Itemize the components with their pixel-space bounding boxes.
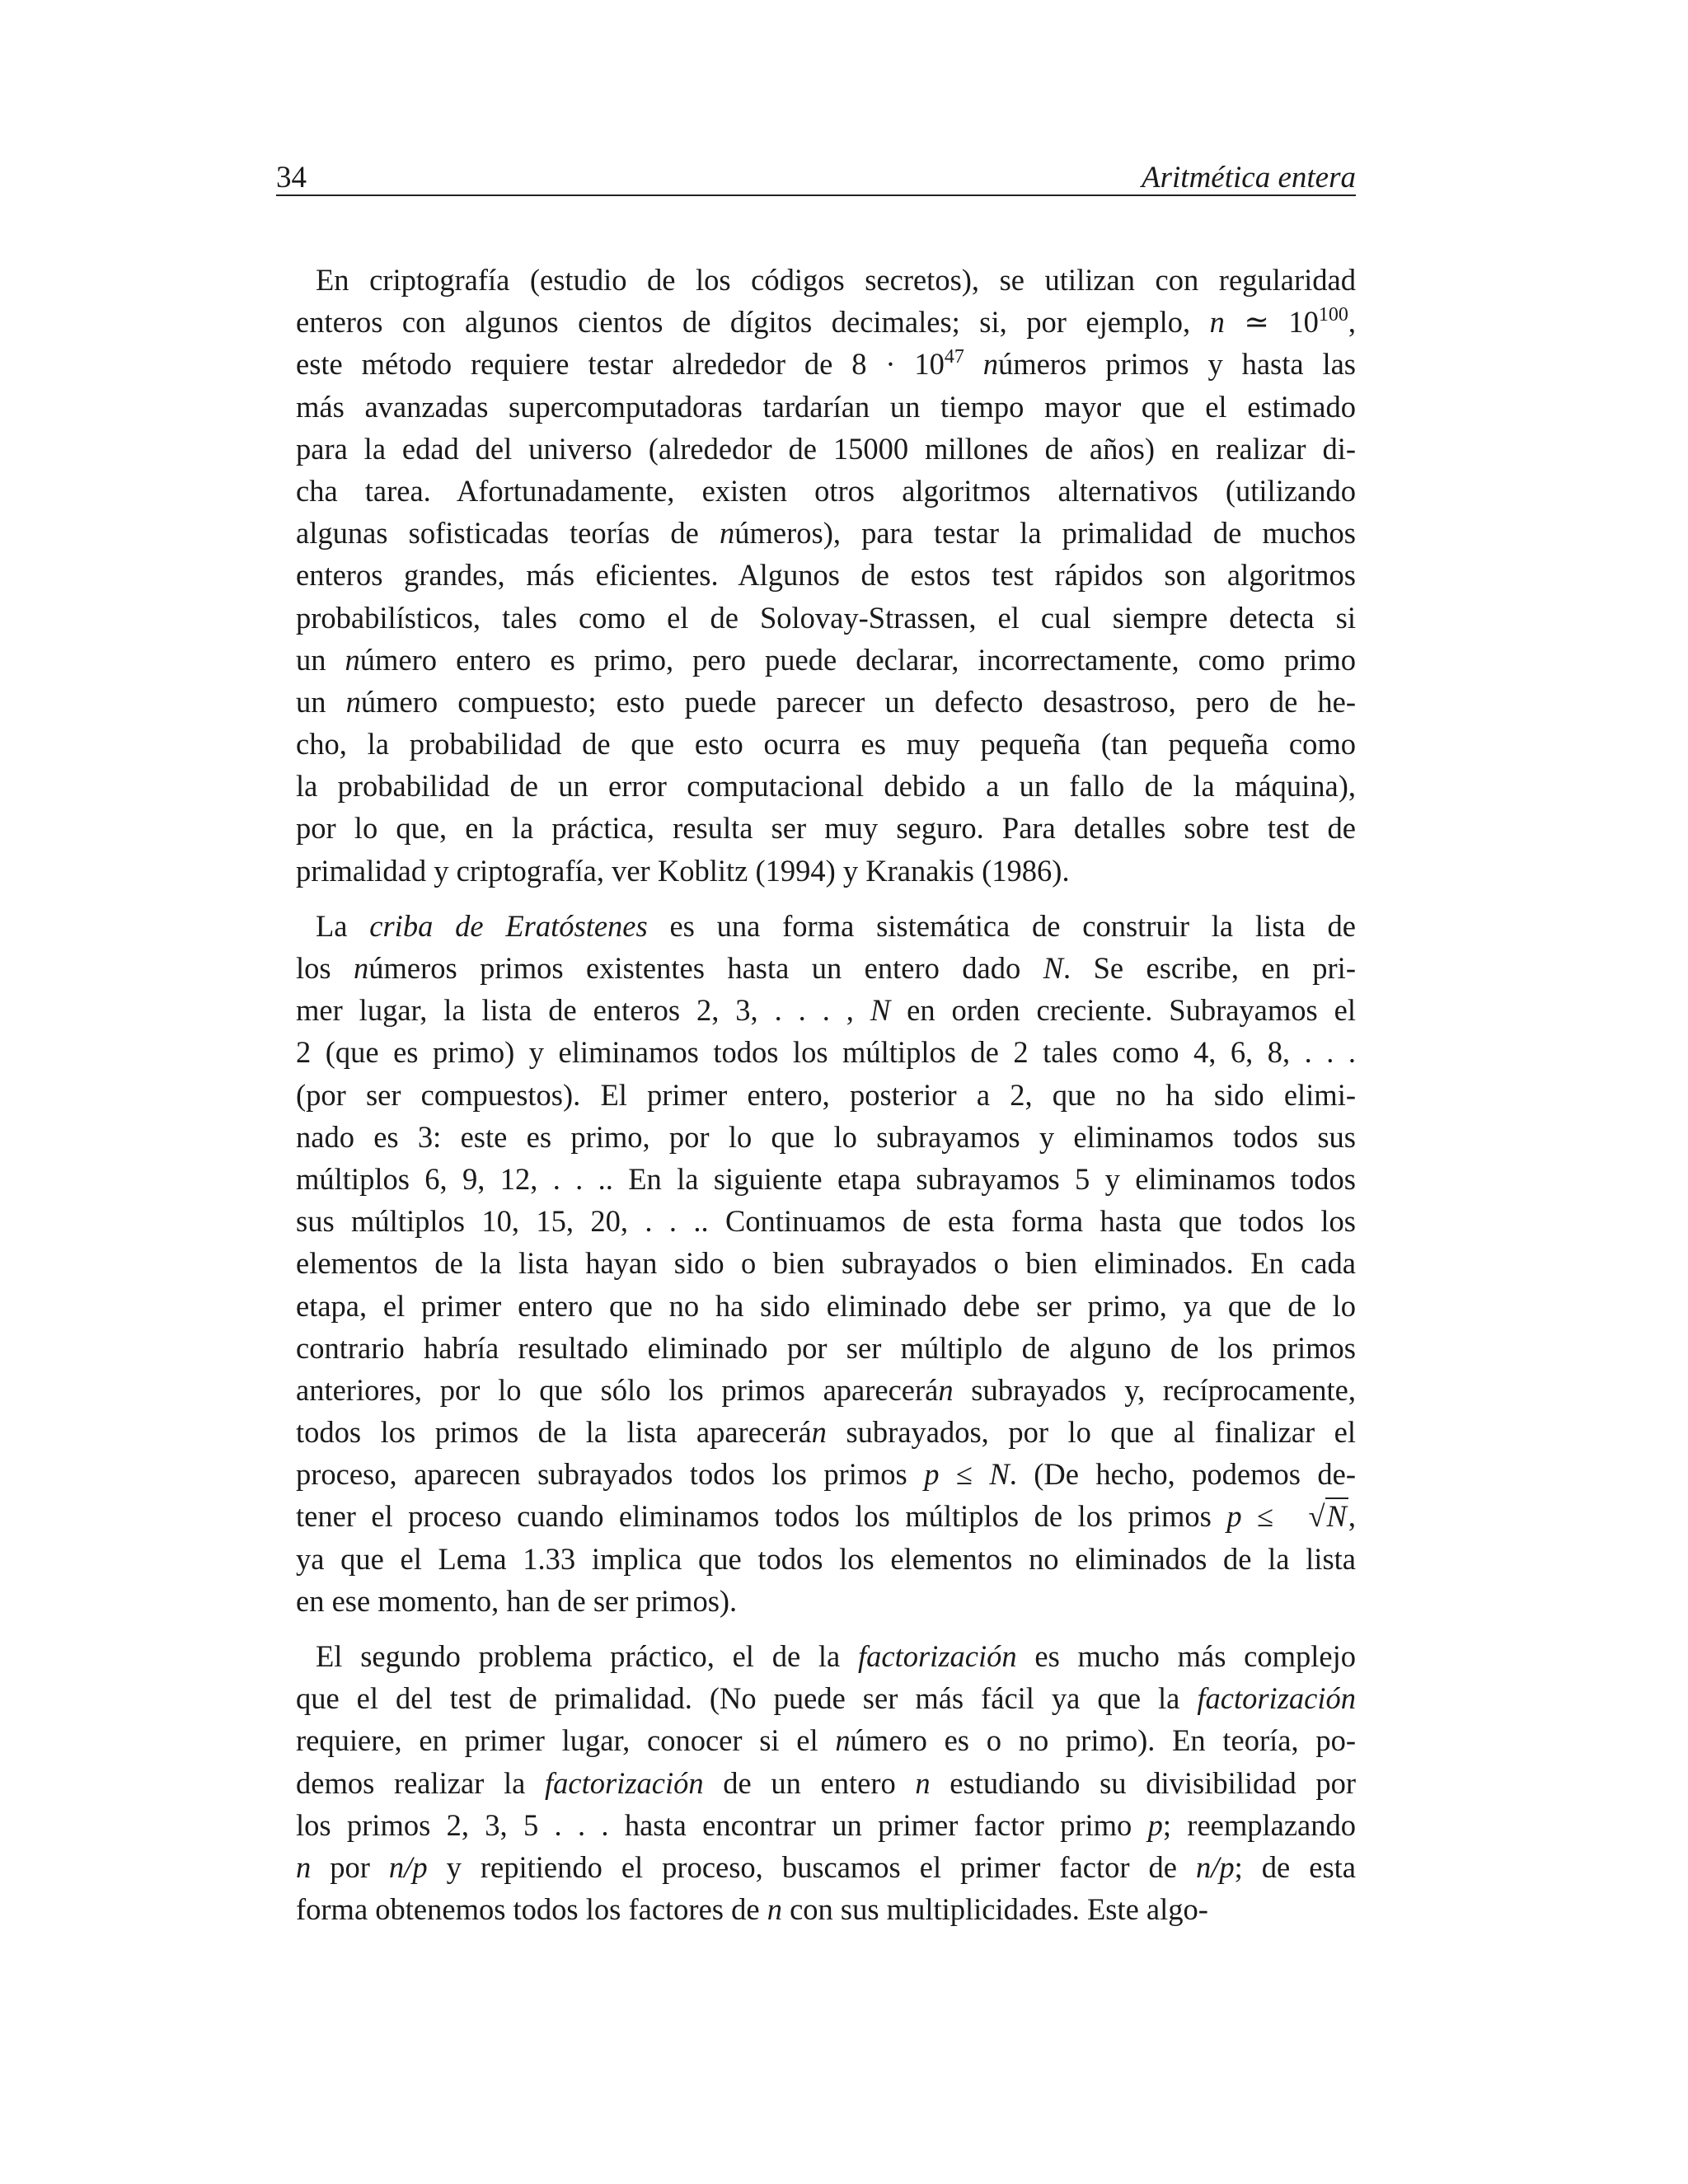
page-number: 34 [276,161,307,194]
text-line: algunas sofisticadas teorías de números), para testar la primalidad de muchos [296,516,1356,551]
text-line: La criba de Eratóstenes es una forma sistemática de construir la lista de [316,908,1356,943]
text-line: contrario habría resultado eliminado por ser múltiplo de alguno de los primos [296,1330,1356,1365]
text-line: más avanzadas supercomputadoras tardarían un tiempo mayor que el estimado [296,389,1356,424]
text-line: 2 (que es primo) y eliminamos todos los múltiplos de 2 tales como 4, 6, 8, . . . [296,1035,1356,1070]
text-line: forma obtenemos todos los factores de n con sus multiplicidades. Este algo- [296,1892,1208,1927]
text-line: múltiplos 6, 9, 12, . . .. En la siguiente etapa subrayamos 5 y eliminamos todos [296,1161,1356,1196]
paragraph-factorization [276,1635,1356,1930]
text-line: que el del test de primalidad. (No puede ser más fácil ya que la factorización [296,1681,1356,1716]
text-line: enteros grandes, más eficientes. Algunos de estos test rápidos son algoritmos [296,558,1356,593]
text-line: probabilísticos, tales como el de Solovay-Strassen, el cual siempre detecta si [296,600,1356,635]
text-line: anteriores, por lo que sólo los primos aparecerán subrayados y, recíprocamente, [296,1372,1356,1407]
text-line: demos realizar la factorización de un entero n estudiando su divisibilidad por [296,1765,1357,1800]
text-line: elementos de la lista hayan sido o bien subrayados o bien eliminados. En cada [296,1246,1356,1281]
text-line: los primos 2, 3, 5 . . . hasta encontrar un primer factor primo p; reemplazando [296,1807,1356,1842]
text-line: El segundo problema práctico, el de la factorización es mucho más complejo [316,1639,1356,1673]
text-line: cha tarea. Afortunadamente, existen otros algoritmos alternativos (utilizando [296,473,1356,508]
paragraph-cryptography [276,259,1356,892]
text-line: mer lugar, la lista de enteros 2, 3, . . . , N en orden creciente. Subrayamos el [296,993,1356,1028]
text-line: sus múltiplos 10, 15, 20, . . .. Continuamos de esta forma hasta que todos los [296,1204,1356,1239]
text-line: este método requiere testar alrededor de $8 \cdot 10^{47}$ números primos y hasta las [296,346,1356,382]
page-header [276,155,1356,196]
text-line: primalidad y criptografía, ver Koblitz (1994) y Kranakis (1986). [296,853,1070,888]
text-line: n por n/p y repitiendo el proceso, buscamos el primer factor de n/p; de esta [296,1849,1357,1884]
text-line: en ese momento, han de ser primos). [296,1583,738,1618]
text-line: proceso, aparecen subrayados todos los primos p ≤ N. (De hecho, podemos de- [296,1457,1356,1492]
text-line: por lo que, en la práctica, resulta ser muy seguro. Para detalles sobre test de [296,811,1356,846]
text-line: todos los primos de la lista aparecerán subrayados, por lo que al finalizar el [296,1415,1357,1450]
text-line: (por ser compuestos). El primer entero, posterior a 2, que no ha sido elimi- [296,1077,1356,1112]
text-line: ya que el Lema 1.33 implica que todos los elementos no eliminados de la lista [296,1541,1356,1576]
text-line: etapa, el primer entero que no ha sido eliminado debe ser primo, ya que de lo [296,1288,1356,1323]
text-line: requiere, en primer lugar, conocer si el número es o no primo). En teoría, po- [296,1723,1356,1758]
text-line: la probabilidad de un error computacional debido a un fallo de la máquina), [296,769,1356,804]
running-title: Aritmética entera [1142,161,1356,194]
text-line: para la edad del universo (alrededor de 15000 millones de años) en realizar di- [296,431,1356,466]
text-line: cho, la probabilidad de que esto ocurra es muy pequeña (tan pequeña como [296,727,1356,762]
paragraph-sieve-of-eratosthenes [276,905,1356,1622]
text-line: En criptografía (estudio de los códigos secretos), se utilizan con regularidad [316,263,1356,297]
text-line: los números primos existentes hasta un entero dado N. Se escribe, en pri- [296,951,1356,985]
text-line: nado es 3: este es primo, por lo que lo subrayamos y eliminamos todos sus [296,1119,1356,1154]
text-line: enteros con algunos cientos de dígitos decimales; si, por ejemplo, n ≃ $10^{100}$, [296,304,1356,340]
text-line: un número compuesto; esto puede parecer un defecto desastroso, pero de he- [296,684,1357,719]
text-line: un número entero es primo, pero puede declarar, incorrectamente, como primo [296,642,1356,677]
text-line: tener el proceso cuando eliminamos todos los múltiplos de los primos p ≤ √N, [296,1499,1356,1534]
body-text [276,259,1356,1943]
